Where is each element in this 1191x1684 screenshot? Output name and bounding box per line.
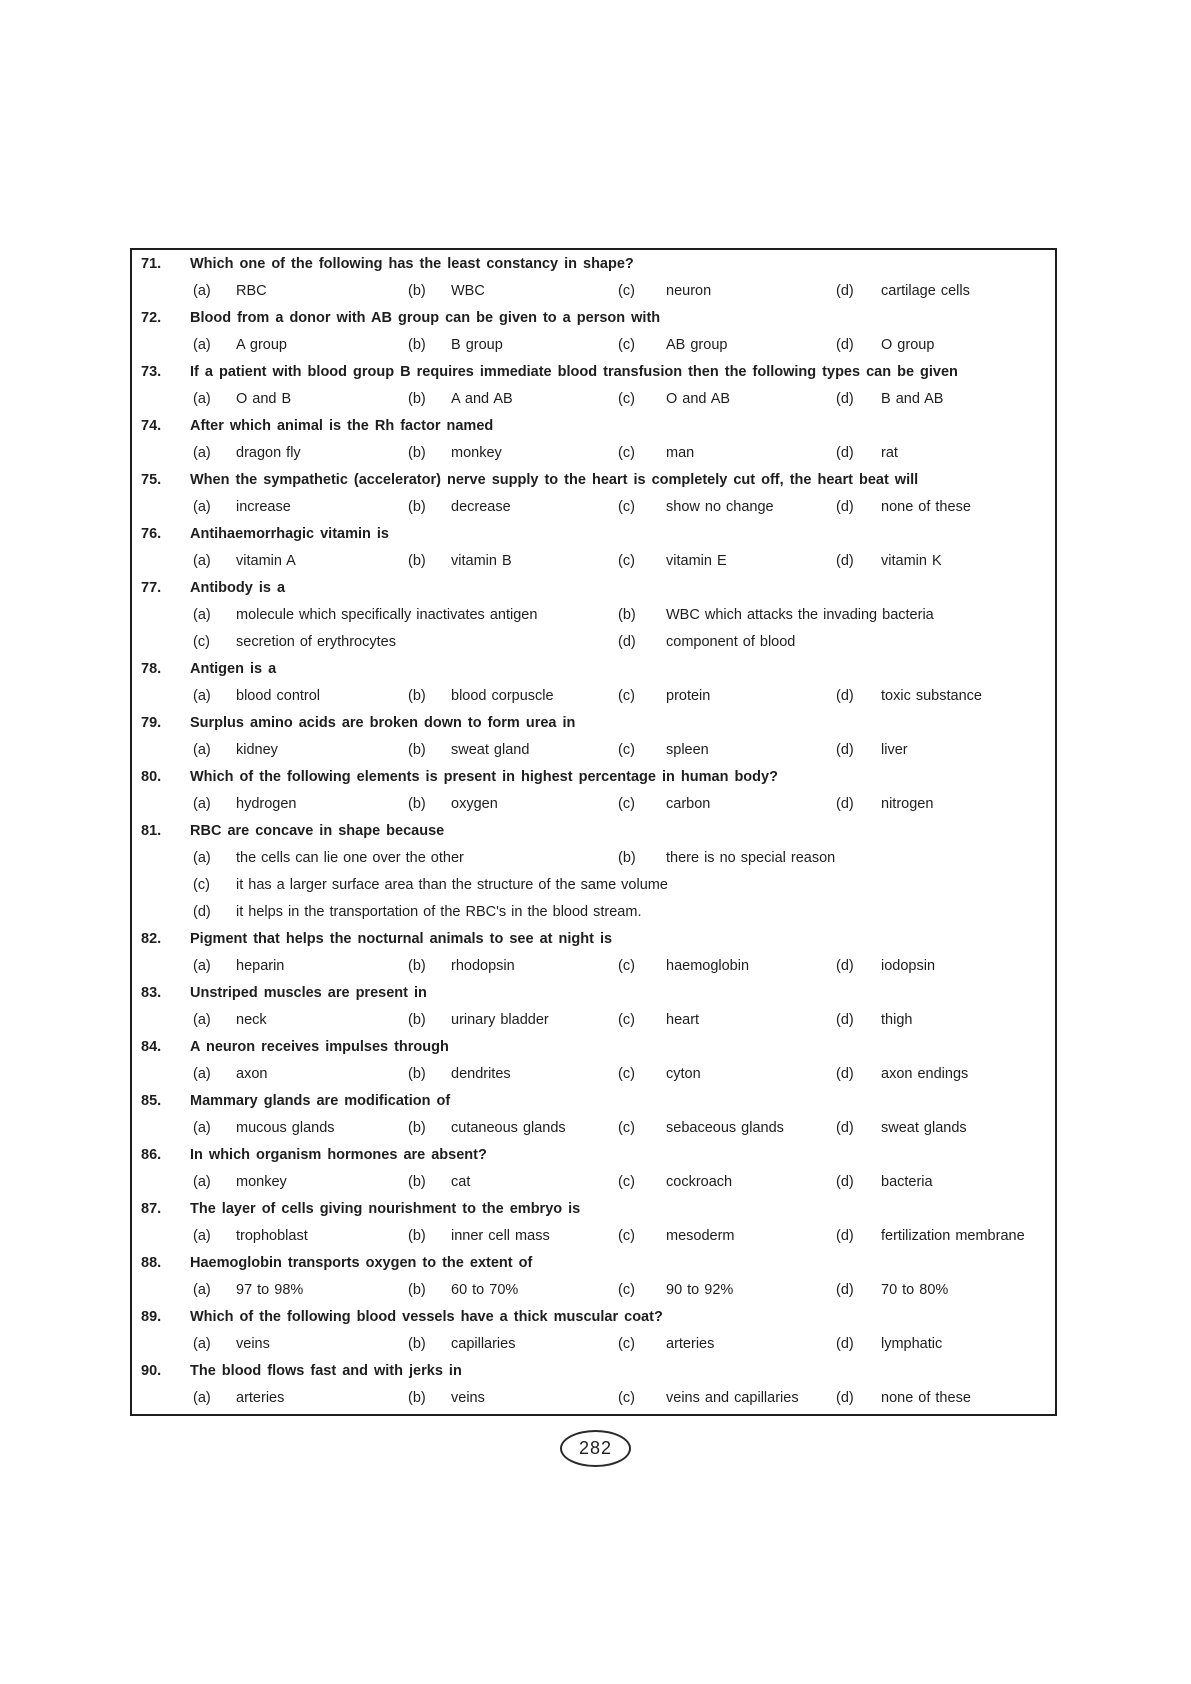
option-label: (a) — [193, 850, 211, 866]
question-block — [132, 575, 1055, 656]
question-number: 90. — [141, 1363, 162, 1379]
option-text: liver — [881, 742, 908, 758]
option-text: the cells can lie one over the other — [236, 850, 464, 866]
option-label: (d) — [836, 1012, 854, 1028]
option-text: it helps in the transportation of the RBC's in the blood stream. — [236, 904, 642, 920]
option-label: (a) — [193, 1120, 211, 1136]
option-label: (c) — [618, 445, 635, 461]
option-text: neuron — [666, 283, 712, 299]
question-line — [132, 575, 1055, 602]
question-number: 86. — [141, 1147, 162, 1163]
question-number: 76. — [141, 526, 162, 542]
option-text: B group — [451, 337, 503, 353]
option-row — [132, 548, 1055, 575]
option-text: fertilization membrane — [881, 1228, 1025, 1244]
option-label: (d) — [836, 1390, 854, 1406]
question-line — [132, 1034, 1055, 1061]
option-text: trophoblast — [236, 1228, 308, 1244]
question-text: A neuron receives impulses through — [190, 1039, 449, 1055]
question-text: RBC are concave in shape because — [190, 823, 445, 839]
option-text: cockroach — [666, 1174, 733, 1190]
option-text: thigh — [881, 1012, 913, 1028]
question-line — [132, 359, 1055, 386]
option-label: (d) — [836, 1174, 854, 1190]
option-label: (b) — [408, 1228, 426, 1244]
option-text: dragon fly — [236, 445, 301, 461]
question-line — [132, 413, 1055, 440]
question-text: Pigment that helps the nocturnal animals to see at night is — [190, 931, 613, 947]
option-row — [132, 791, 1055, 818]
question-text: Mammary glands are modification of — [190, 1093, 451, 1109]
question-number: 77. — [141, 580, 162, 596]
question-line — [132, 521, 1055, 548]
option-row — [132, 332, 1055, 359]
option-text: axon endings — [881, 1066, 969, 1082]
option-text: there is no special reason — [666, 850, 836, 866]
option-label: (d) — [836, 337, 854, 353]
question-block — [132, 980, 1055, 1034]
question-line — [132, 467, 1055, 494]
option-text: monkey — [236, 1174, 287, 1190]
option-label: (b) — [408, 1282, 426, 1298]
option-label: (b) — [618, 850, 636, 866]
option-label: (d) — [836, 796, 854, 812]
option-row — [132, 629, 1055, 656]
option-text: A and AB — [451, 391, 513, 407]
question-line — [132, 1088, 1055, 1115]
question-line — [132, 818, 1055, 845]
option-label: (b) — [408, 499, 426, 515]
question-number: 72. — [141, 310, 162, 326]
option-row — [132, 737, 1055, 764]
option-label: (c) — [618, 1120, 635, 1136]
option-text: heart — [666, 1012, 700, 1028]
option-text: show no change — [666, 499, 774, 515]
question-number: 88. — [141, 1255, 162, 1271]
option-row — [132, 1385, 1055, 1412]
option-label: (c) — [193, 634, 210, 650]
option-text: oxygen — [451, 796, 498, 812]
option-text: veins and capillaries — [666, 1390, 799, 1406]
option-label: (b) — [408, 688, 426, 704]
option-text: rhodopsin — [451, 958, 515, 974]
question-text: After which animal is the Rh factor named — [190, 418, 494, 434]
option-label: (d) — [836, 553, 854, 569]
option-label: (b) — [408, 283, 426, 299]
question-number: 79. — [141, 715, 162, 731]
option-text: none of these — [881, 499, 971, 515]
option-label: (a) — [193, 607, 211, 623]
question-block — [132, 1034, 1055, 1088]
option-label: (d) — [193, 904, 211, 920]
option-text: B and AB — [881, 391, 944, 407]
question-text: Which of the following elements is present in highest percentage in human body? — [190, 769, 778, 785]
option-label: (a) — [193, 1012, 211, 1028]
option-label: (a) — [193, 1336, 211, 1352]
option-label: (b) — [408, 337, 426, 353]
option-text: veins — [236, 1336, 270, 1352]
option-label: (a) — [193, 1174, 211, 1190]
question-block — [132, 359, 1055, 413]
option-label: (a) — [193, 553, 211, 569]
question-text: Haemoglobin transports oxygen to the extent of — [190, 1255, 533, 1271]
option-label: (a) — [193, 283, 211, 299]
option-row — [132, 872, 1055, 899]
question-line — [132, 656, 1055, 683]
option-text: decrease — [451, 499, 511, 515]
option-text: heparin — [236, 958, 285, 974]
option-label: (a) — [193, 499, 211, 515]
question-number: 81. — [141, 823, 162, 839]
question-block — [132, 926, 1055, 980]
question-text: In which organism hormones are absent? — [190, 1147, 487, 1163]
question-block — [132, 413, 1055, 467]
question-line — [132, 251, 1055, 278]
option-text: WBC — [451, 283, 485, 299]
option-text: component of blood — [666, 634, 796, 650]
option-text: cyton — [666, 1066, 701, 1082]
option-text: neck — [236, 1012, 267, 1028]
option-text: rat — [881, 445, 898, 461]
question-number: 75. — [141, 472, 162, 488]
option-text: 97 to 98% — [236, 1282, 304, 1298]
option-text: WBC which attacks the invading bacteria — [666, 607, 934, 623]
question-line — [132, 305, 1055, 332]
option-text: dendrites — [451, 1066, 511, 1082]
option-text: O and B — [236, 391, 292, 407]
question-block — [132, 818, 1055, 926]
option-text: urinary bladder — [451, 1012, 549, 1028]
question-block — [132, 521, 1055, 575]
option-label: (d) — [836, 1066, 854, 1082]
question-block — [132, 764, 1055, 818]
option-text: blood corpuscle — [451, 688, 554, 704]
question-block — [132, 305, 1055, 359]
option-label: (d) — [836, 1228, 854, 1244]
option-label: (c) — [618, 688, 635, 704]
question-text: The layer of cells giving nourishment to the embryo is — [190, 1201, 581, 1217]
option-text: vitamin B — [451, 553, 512, 569]
option-text: mesoderm — [666, 1228, 735, 1244]
option-label: (d) — [836, 1282, 854, 1298]
question-line — [132, 1304, 1055, 1331]
question-block — [132, 1250, 1055, 1304]
option-row — [132, 602, 1055, 629]
option-label: (b) — [408, 1174, 426, 1190]
question-line — [132, 764, 1055, 791]
option-label: (c) — [618, 1336, 635, 1352]
option-text: veins — [451, 1390, 485, 1406]
question-text: Which of the following blood vessels have a thick muscular coat? — [190, 1309, 663, 1325]
question-line — [132, 980, 1055, 1007]
option-row — [132, 845, 1055, 872]
option-label: (c) — [618, 337, 635, 353]
option-text: nitrogen — [881, 796, 934, 812]
option-label: (a) — [193, 391, 211, 407]
option-text: haemoglobin — [666, 958, 750, 974]
option-row — [132, 1277, 1055, 1304]
option-text: mucous glands — [236, 1120, 335, 1136]
option-label: (d) — [836, 688, 854, 704]
question-text: Blood from a donor with AB group can be given to a person with — [190, 310, 661, 326]
option-text: toxic substance — [881, 688, 982, 704]
option-label: (c) — [618, 391, 635, 407]
option-text: O and AB — [666, 391, 731, 407]
option-label: (c) — [618, 1174, 635, 1190]
option-label: (c) — [618, 283, 635, 299]
option-text: blood control — [236, 688, 321, 704]
option-row — [132, 440, 1055, 467]
option-label: (c) — [618, 499, 635, 515]
option-label: (d) — [836, 283, 854, 299]
question-number: 89. — [141, 1309, 162, 1325]
option-label: (a) — [193, 1066, 211, 1082]
question-line — [132, 1142, 1055, 1169]
question-block — [132, 251, 1055, 305]
option-text: O group — [881, 337, 935, 353]
option-row — [132, 953, 1055, 980]
question-line — [132, 1358, 1055, 1385]
option-text: it has a larger surface area than the structure of the same volume — [236, 877, 668, 893]
option-text: sebaceous glands — [666, 1120, 784, 1136]
option-label: (a) — [193, 796, 211, 812]
option-text: kidney — [236, 742, 278, 758]
option-text: sweat gland — [451, 742, 530, 758]
question-number: 74. — [141, 418, 162, 434]
option-label: (c) — [618, 1390, 635, 1406]
option-text: increase — [236, 499, 291, 515]
option-label: (b) — [408, 391, 426, 407]
option-label: (b) — [408, 1120, 426, 1136]
option-text: protein — [666, 688, 711, 704]
option-label: (b) — [408, 742, 426, 758]
option-row — [132, 1115, 1055, 1142]
option-text: axon — [236, 1066, 268, 1082]
option-row — [132, 1223, 1055, 1250]
option-text: vitamin E — [666, 553, 727, 569]
option-label: (b) — [408, 958, 426, 974]
question-number: 78. — [141, 661, 162, 677]
option-label: (c) — [618, 742, 635, 758]
option-text: iodopsin — [881, 958, 936, 974]
option-row — [132, 278, 1055, 305]
option-text: monkey — [451, 445, 502, 461]
option-text: molecule which specifically inactivates antigen — [236, 607, 538, 623]
question-block — [132, 1358, 1055, 1412]
question-number: 80. — [141, 769, 162, 785]
option-text: arteries — [236, 1390, 285, 1406]
option-label: (c) — [618, 1282, 635, 1298]
question-text: Antibody is a — [190, 580, 286, 596]
question-number: 84. — [141, 1039, 162, 1055]
option-label: (a) — [193, 337, 211, 353]
option-row — [132, 1169, 1055, 1196]
option-label: (d) — [836, 391, 854, 407]
question-text: Antigen is a — [190, 661, 277, 677]
option-text: 60 to 70% — [451, 1282, 519, 1298]
option-label: (a) — [193, 688, 211, 704]
question-text: The blood flows fast and with jerks in — [190, 1363, 462, 1379]
option-text: RBC — [236, 283, 267, 299]
question-line — [132, 1196, 1055, 1223]
option-label: (b) — [618, 607, 636, 623]
option-row — [132, 386, 1055, 413]
option-label: (c) — [193, 877, 210, 893]
option-label: (b) — [408, 796, 426, 812]
option-label: (c) — [618, 958, 635, 974]
option-label: (b) — [408, 1066, 426, 1082]
question-text: When the sympathetic (accelerator) nerve supply to the heart is completely cut off, the heart beat will — [190, 472, 919, 488]
questions-box — [130, 248, 1057, 1416]
option-text: A group — [236, 337, 287, 353]
option-label: (c) — [618, 1066, 635, 1082]
option-label: (a) — [193, 445, 211, 461]
question-number: 87. — [141, 1201, 162, 1217]
option-label: (b) — [408, 445, 426, 461]
option-text: none of these — [881, 1390, 971, 1406]
question-text: If a patient with blood group B requires immediate blood transfusion then the following types can be given — [190, 364, 958, 380]
option-label: (c) — [618, 1228, 635, 1244]
option-text: arteries — [666, 1336, 715, 1352]
option-row — [132, 1061, 1055, 1088]
option-row — [132, 1007, 1055, 1034]
question-number: 73. — [141, 364, 162, 380]
option-label: (a) — [193, 742, 211, 758]
question-number: 85. — [141, 1093, 162, 1109]
question-line — [132, 710, 1055, 737]
question-number: 83. — [141, 985, 162, 1001]
option-text: man — [666, 445, 695, 461]
option-label: (c) — [618, 796, 635, 812]
question-text: Unstriped muscles are present in — [190, 985, 427, 1001]
option-text: carbon — [666, 796, 711, 812]
option-text: inner cell mass — [451, 1228, 550, 1244]
option-label: (c) — [618, 553, 635, 569]
option-label: (b) — [408, 1390, 426, 1406]
option-row — [132, 899, 1055, 926]
option-text: cutaneous glands — [451, 1120, 566, 1136]
option-label: (b) — [408, 1336, 426, 1352]
question-text: Surplus amino acids are broken down to form urea in — [190, 715, 576, 731]
question-block — [132, 1142, 1055, 1196]
option-text: sweat glands — [881, 1120, 967, 1136]
option-label: (d) — [836, 499, 854, 515]
option-text: cartilage cells — [881, 283, 970, 299]
question-line — [132, 1250, 1055, 1277]
option-label: (a) — [193, 1390, 211, 1406]
option-text: bacteria — [881, 1174, 933, 1190]
question-block — [132, 1196, 1055, 1250]
option-text: AB group — [666, 337, 728, 353]
option-label: (b) — [408, 1012, 426, 1028]
option-label: (d) — [836, 445, 854, 461]
option-text: 90 to 92% — [666, 1282, 734, 1298]
question-text: Antihaemorrhagic vitamin is — [190, 526, 389, 542]
option-label: (d) — [836, 1120, 854, 1136]
page-number-badge — [560, 1430, 631, 1467]
question-block — [132, 467, 1055, 521]
page-number: 282 — [578, 1438, 613, 1458]
option-text: spleen — [666, 742, 709, 758]
question-text: Which one of the following has the least constancy in shape? — [190, 256, 634, 272]
option-label: (a) — [193, 1228, 211, 1244]
option-row — [132, 494, 1055, 521]
question-block — [132, 1304, 1055, 1358]
option-label: (d) — [836, 958, 854, 974]
option-row — [132, 1331, 1055, 1358]
option-label: (a) — [193, 958, 211, 974]
option-label: (c) — [618, 1012, 635, 1028]
option-text: vitamin A — [236, 553, 296, 569]
question-number: 71. — [141, 256, 162, 272]
option-label: (b) — [408, 553, 426, 569]
option-label: (d) — [836, 1336, 854, 1352]
option-text: hydrogen — [236, 796, 297, 812]
option-label: (a) — [193, 1282, 211, 1298]
option-text: 70 to 80% — [881, 1282, 949, 1298]
question-block — [132, 656, 1055, 710]
option-label: (d) — [836, 742, 854, 758]
question-line — [132, 926, 1055, 953]
question-block — [132, 710, 1055, 764]
option-text: secretion of erythrocytes — [236, 634, 396, 650]
question-number: 82. — [141, 931, 162, 947]
option-text: cat — [451, 1174, 471, 1190]
option-text: capillaries — [451, 1336, 516, 1352]
option-label: (d) — [618, 634, 636, 650]
question-block — [132, 1088, 1055, 1142]
option-text: vitamin K — [881, 553, 942, 569]
option-text: lymphatic — [881, 1336, 943, 1352]
option-row — [132, 683, 1055, 710]
